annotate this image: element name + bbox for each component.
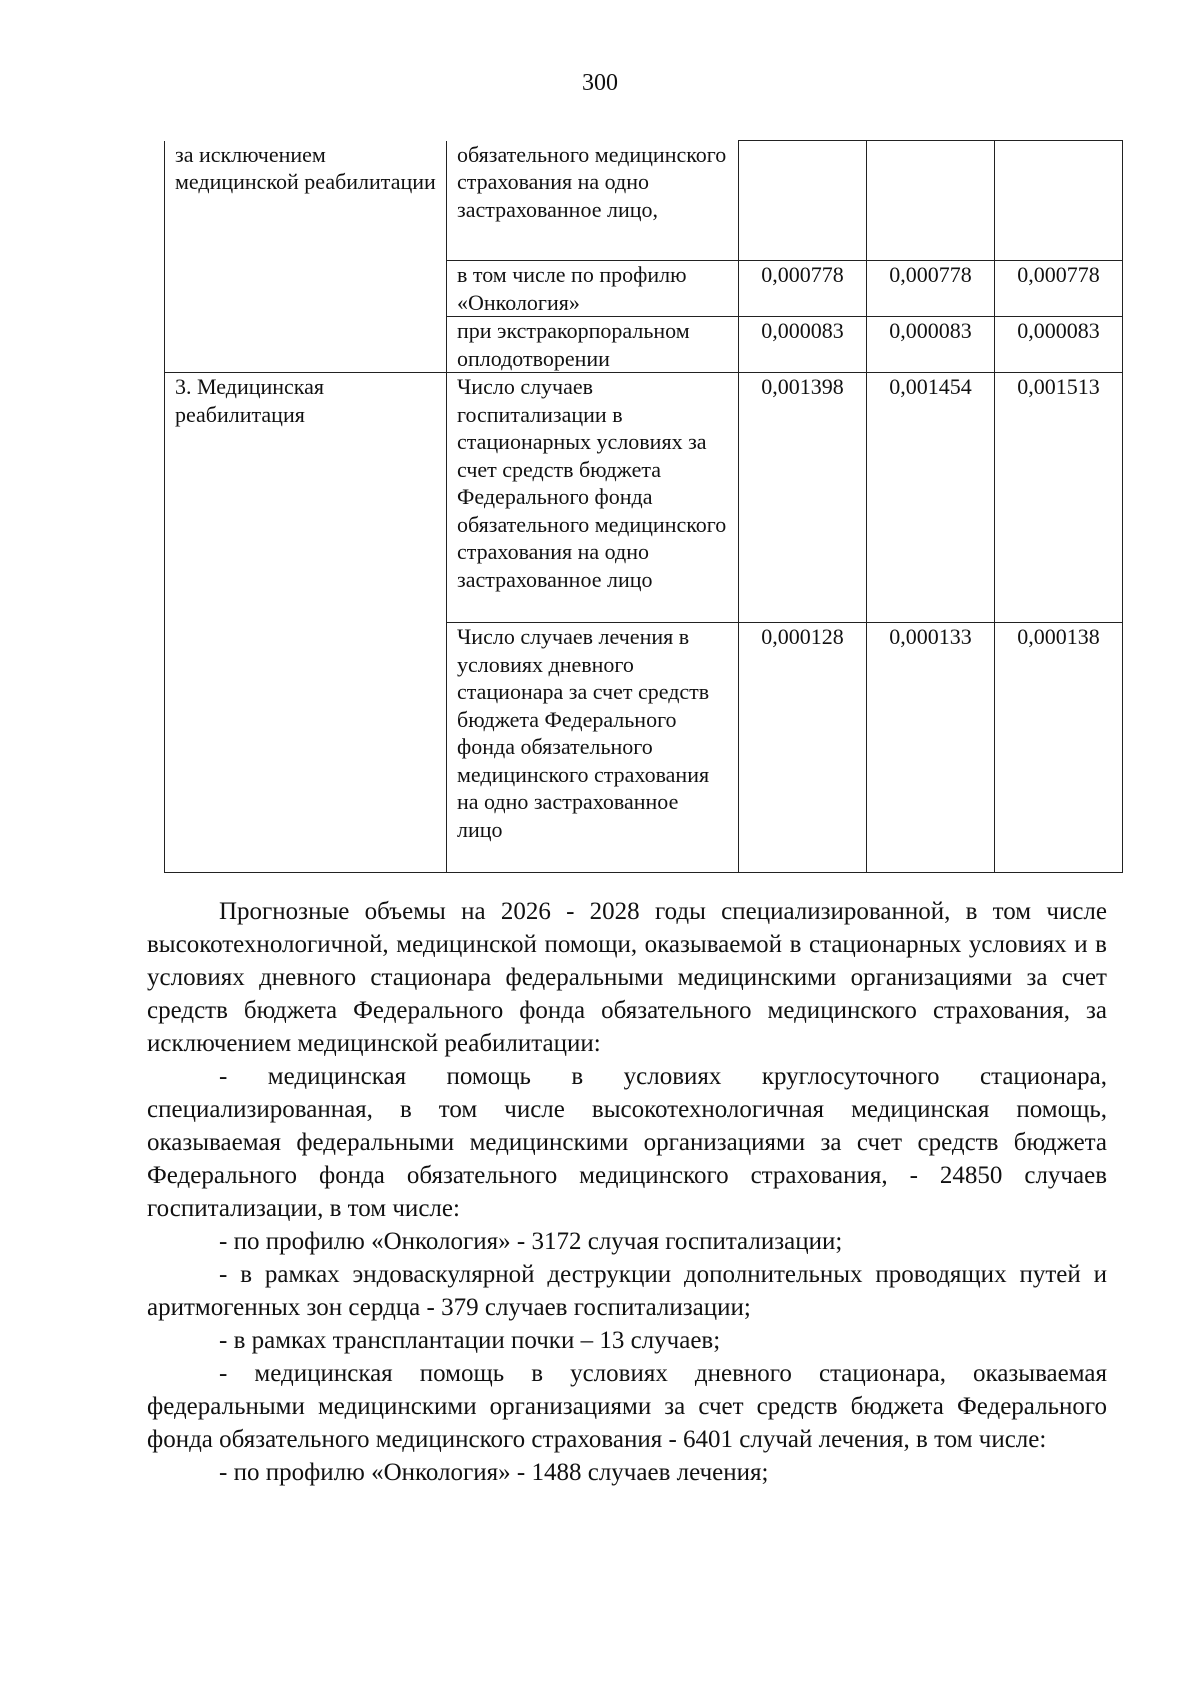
table-cell-value	[867, 141, 995, 261]
table-cell-indicator: при экстракорпоральном оплодотворении	[447, 317, 739, 373]
table-cell-category: 3. Медицинская реабилитация	[165, 373, 447, 873]
table-cell-indicator: обязательного медицинского страхования на одно застрахованное лицо,	[447, 141, 739, 261]
paragraph-intro: Прогнозные объемы на 2026 - 2028 годы специализированной, в том числе высокотехнологичной, медицинской помощи, оказываемой в стационарных условиях и в условиях дневного стационара федеральными медицинскими организациями за счет средств бюджета Федерального фонда обязательного медицинского страхования, за исключением медицинской реабилитации:	[147, 898, 1107, 1057]
paragraph-item1: - медицинская помощь в условиях круглосуточного стационара, специализированная, в том числе высокотехнологичная медицинская помощь, оказываемая федеральными медицинскими организациями за счет средств бюджета Федерального фонда обязательного медицинского страхования, - 24850 случаев госпитализации, в том числе:	[147, 1063, 1107, 1222]
page-number: 300	[582, 70, 618, 96]
body-text	[147, 895, 1107, 1489]
table-row	[165, 141, 1123, 261]
table-cell-value: 0,000083	[739, 317, 867, 373]
table-cell-indicator: в том числе по профилю «Онкология»	[447, 261, 739, 317]
table-cell-value: 0,000128	[739, 623, 867, 873]
table-cell-value: 0,000083	[995, 317, 1123, 373]
paragraph-item2a: - по профилю «Онкология» - 1488 случаев лечения;	[219, 1459, 769, 1486]
table-cell-value: 0,001454	[867, 373, 995, 623]
table-cell-value: 0,000133	[867, 623, 995, 873]
paragraph-item2: - медицинская помощь в условиях дневного стационара, оказываемая федеральными медицинскими организациями за счет средств бюджета Федерального фонда обязательного медицинского страхования - 6401 случай лечения, в том числе:	[147, 1360, 1107, 1453]
table-cell-value	[995, 141, 1123, 261]
table-cell-value: 0,000138	[995, 623, 1123, 873]
table-cell-value: 0,001398	[739, 373, 867, 623]
volumes-table	[164, 140, 1123, 873]
table-cell-value: 0,000778	[995, 261, 1123, 317]
table-cell-indicator: Число случаев госпитализации в стационарных условиях за счет средств бюджета Федерального фонда обязательного медицинского страхования на одно застрахованное лицо	[447, 373, 739, 623]
table-cell-indicator: Число случаев лечения в условиях дневного стационара за счет средств бюджета Федерального фонда обязательного медицинского страхования на одно застрахованное лицо	[447, 623, 739, 873]
paragraph-item1a: - по профилю «Онкология» - 3172 случая госпитализации;	[219, 1228, 843, 1255]
table-cell-value	[739, 141, 867, 261]
paragraph-item1c: - в рамках трансплантации почки – 13 случаев;	[219, 1327, 721, 1354]
table-cell-value: 0,000778	[867, 261, 995, 317]
paragraph-item1b: - в рамках эндоваскулярной деструкции дополнительных проводящих путей и аритмогенных зон сердца - 379 случаев госпитализации;	[147, 1261, 1107, 1321]
table-cell-value: 0,000778	[739, 261, 867, 317]
table-cell-value: 0,001513	[995, 373, 1123, 623]
table-row	[165, 373, 1123, 623]
table-cell-category: за исключением медицинской реабилитации	[165, 141, 447, 373]
table-cell-value: 0,000083	[867, 317, 995, 373]
